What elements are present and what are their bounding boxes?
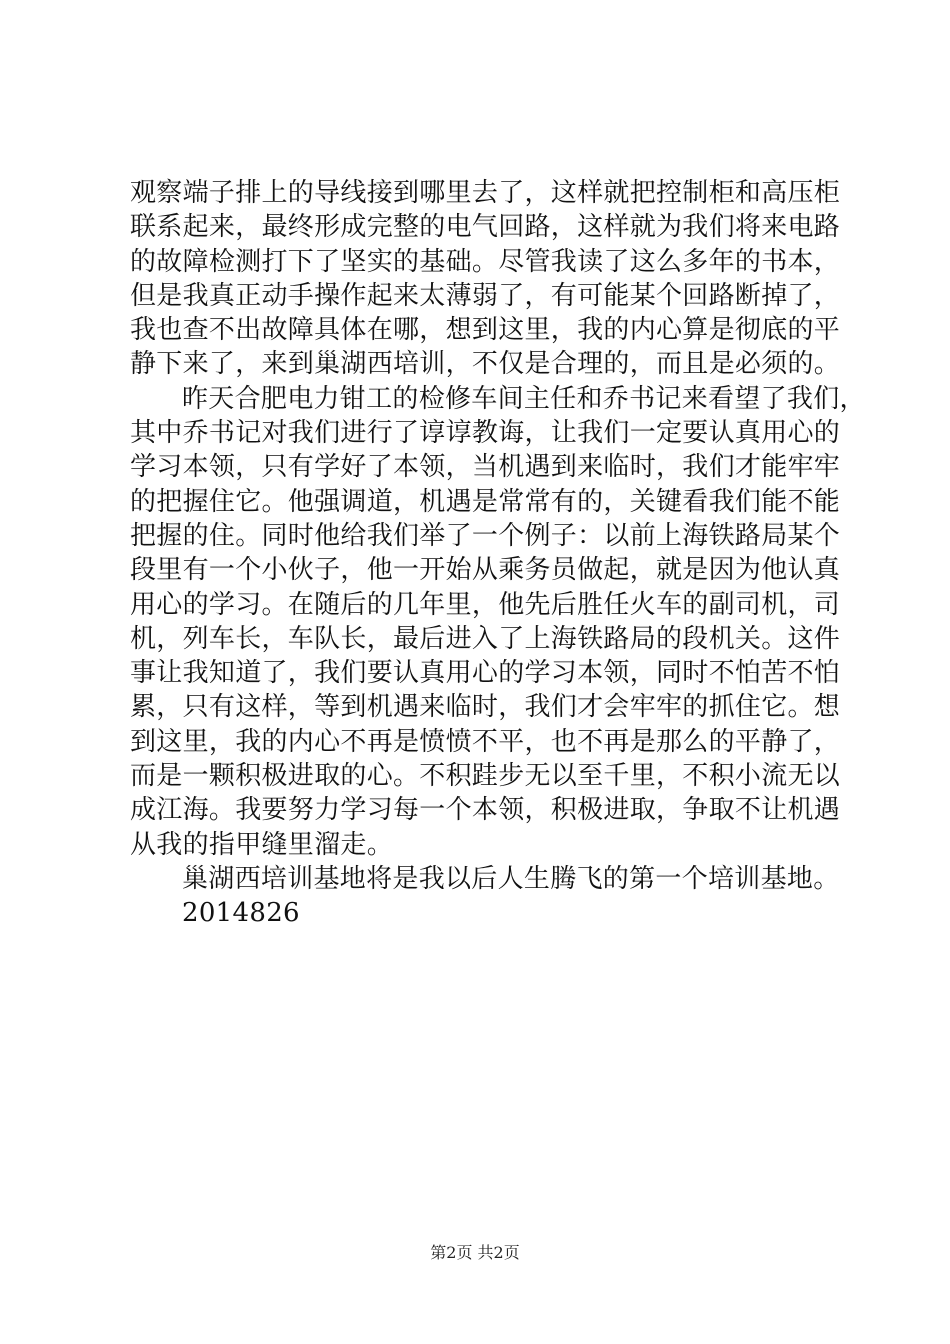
text-line: 学习本领，只有学好了本领，当机遇到来临时，我们才能牢牢	[130, 452, 841, 483]
text-line: 观察端子排上的导线接到哪里去了，这样就把控制柜和高压柜	[130, 178, 841, 208]
text-line: 静下来了，来到巢湖西培训，不仅是合理的，而且是必须的。	[130, 349, 841, 380]
text-line: 事让我知道了，我们要认真用心的学习本领，同时不怕苦不怕	[130, 658, 841, 689]
page-number-footer: 第2页 共2页	[430, 1243, 520, 1262]
text-line: 段里有一个小伙子，他一开始从乘务员做起，就是因为他认真	[130, 555, 841, 586]
text-line: 而是一颗积极进取的心。不积跬步无以至千里，不积小流无以	[130, 761, 841, 792]
text-line: 但是我真正动手操作起来太薄弱了，有可能某个回路断掉了，	[130, 280, 841, 311]
text-line: 其中乔书记对我们进行了谆谆教诲，让我们一定要认真用心的	[130, 418, 841, 449]
text-line: 用心的学习。在随后的几年里，他先后胜任火车的副司机，司	[130, 589, 841, 620]
text-line: 我也查不出故障具体在哪，想到这里，我的内心算是彻底的平	[130, 315, 841, 346]
text-line: 从我的指甲缝里溜走。	[130, 829, 394, 860]
paragraph-start-line: 巢湖西培训基地将是我以后人生腾飞的第一个培训基地。	[182, 863, 840, 894]
text-line: 的把握住它。他强调道，机遇是常常有的，关键看我们能不能	[130, 486, 841, 517]
text-line: 累，只有这样，等到机遇来临时，我们才会牢牢的抓住它。想	[130, 692, 841, 723]
text-line: 机，列车长，车队长，最后进入了上海铁路局的段机关。这件	[130, 623, 841, 654]
text-line: 成江海。我要努力学习每一个本领，积极进取，争取不让机遇	[130, 795, 841, 826]
date-line: 2014826	[182, 898, 300, 929]
text-line: 把握的住。同时他给我们举了一个例子：以前上海铁路局某个	[130, 520, 841, 551]
text-line: 联系起来，最终形成完整的电气回路，这样就为我们将来电路	[130, 212, 841, 243]
text-line: 到这里，我的内心不再是愤愤不平，也不再是那么的平静了，	[130, 726, 841, 757]
text-line: 的故障检测打下了坚实的基础。尽管我读了这么多年的书本，	[130, 246, 841, 277]
document-body	[130, 176, 866, 931]
paragraph-start-line: 昨天合肥电力钳工的检修车间主任和乔书记来看望了我们，	[182, 383, 866, 414]
